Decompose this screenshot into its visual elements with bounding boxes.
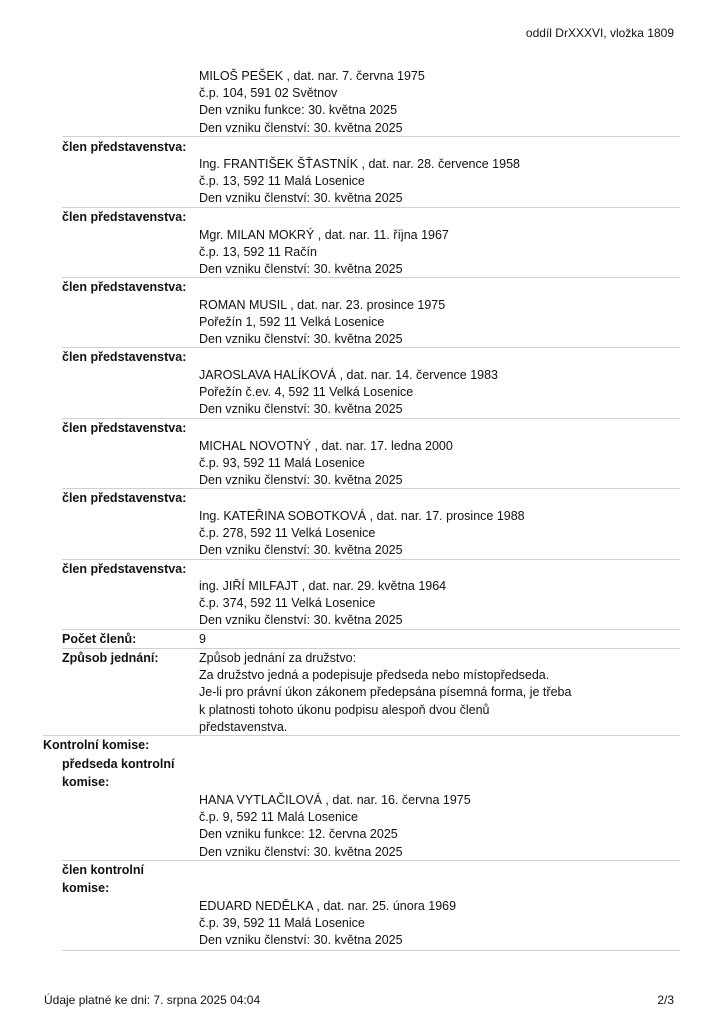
person-address: č.p. 39, 592 11 Malá Losenice xyxy=(199,916,365,931)
person-entry xyxy=(199,156,520,208)
person-entry xyxy=(199,438,453,490)
person-entry xyxy=(199,898,456,950)
member-count-value: 9 xyxy=(199,632,206,646)
person-address: Pořežín č.ev. 4, 592 11 Velká Losenice xyxy=(199,385,414,400)
row-divider xyxy=(62,860,680,861)
acting-method-line: Je-li pro právní úkon zákonem předepsána písemná forma, je třeba xyxy=(199,685,572,700)
membership-start-date: Den vzniku členství: 30. května 2025 xyxy=(199,473,403,488)
member-count-label: Počet členů: xyxy=(62,632,137,646)
section-reference: oddíl DrXXXVI, vložka 1809 xyxy=(525,26,674,40)
membership-start-date: Den vzniku členství: 30. května 2025 xyxy=(199,262,403,277)
person-name-line: JAROSLAVA HALÍKOVÁ , dat. nar. 14. července 1983 xyxy=(199,368,499,382)
board-member-label: člen představenstva: xyxy=(62,562,187,576)
board-member-label: člen představenstva: xyxy=(62,280,187,294)
board-member-label: člen představenstva: xyxy=(62,210,187,224)
row-divider xyxy=(62,950,680,951)
membership-start-date: Den vzniku členství: 30. května 2025 xyxy=(199,844,403,859)
membership-start-date: Den vzniku členství: 30. května 2025 xyxy=(199,332,403,347)
person-name-line: MILOŠ PEŠEK , dat. nar. 7. června 1975 xyxy=(199,69,425,83)
person-name-line: Ing. FRANTIŠEK ŠŤASTNÍK , dat. nar. 28. července 1958 xyxy=(199,157,520,171)
person-address: č.p. 278, 592 11 Velká Losenice xyxy=(199,526,376,541)
board-member-label: člen představenstva: xyxy=(62,421,187,435)
acting-method-line: Za družstvo jedná a podepisuje předseda nebo místopředseda. xyxy=(199,668,550,683)
committee-member-label-line: komise: xyxy=(62,881,110,895)
committee-chair-label-line: předseda kontrolní xyxy=(62,757,175,771)
person-entry xyxy=(199,68,425,137)
acting-method-label: Způsob jednání: xyxy=(62,651,159,665)
membership-start-date: Den vzniku členství: 30. května 2025 xyxy=(199,120,403,135)
membership-start-date: Den vzniku členství: 30. května 2025 xyxy=(199,933,403,948)
person-address: č.p. 13, 592 11 Račín xyxy=(199,245,317,260)
membership-start-date: Den vzniku členství: 30. května 2025 xyxy=(199,543,403,558)
row-divider xyxy=(62,136,680,137)
valid-as-of: Údaje platné ke dni: 7. srpna 2025 04:04 xyxy=(44,993,261,1007)
committee-member-label-line: člen kontrolní xyxy=(62,863,144,877)
board-member-label: člen představenstva: xyxy=(62,491,187,505)
person-name-line: HANA VYTLAČILOVÁ , dat. nar. 16. června 1975 xyxy=(199,793,471,807)
board-member-label: člen představenstva: xyxy=(62,350,187,364)
row-divider xyxy=(62,629,680,630)
acting-method-text xyxy=(199,650,571,736)
committee-chair-label xyxy=(62,755,175,791)
person-entry xyxy=(199,578,446,630)
person-address: č.p. 9, 592 11 Malá Losenice xyxy=(199,810,358,825)
function-start-date: Den vzniku funkce: 30. května 2025 xyxy=(199,103,398,118)
person-entry xyxy=(199,367,498,419)
person-name-line: MICHAL NOVOTNÝ , dat. nar. 17. ledna 2000 xyxy=(199,439,453,453)
person-address: č.p. 13, 592 11 Malá Losenice xyxy=(199,174,365,189)
membership-start-date: Den vzniku členství: 30. května 2025 xyxy=(199,402,403,417)
function-start-date: Den vzniku funkce: 12. června 2025 xyxy=(199,827,398,842)
acting-method-line: představenstva. xyxy=(199,719,288,734)
person-address: č.p. 374, 592 11 Velká Losenice xyxy=(199,596,376,611)
board-member-label: člen představenstva: xyxy=(62,140,187,154)
person-name-line: EDUARD NEDĚLKA , dat. nar. 25. února 1969 xyxy=(199,899,457,913)
person-name-line: Mgr. MILAN MOKRÝ , dat. nar. 11. října 1967 xyxy=(199,228,449,242)
person-address: č.p. 104, 591 02 Světnov xyxy=(199,86,338,101)
person-name-line: ing. JIŘÍ MILFAJT , dat. nar. 29. května 1964 xyxy=(199,579,447,593)
person-entry xyxy=(199,227,449,279)
acting-method-line: k platnosti tohoto úkonu podpisu alespoň dvou členů xyxy=(199,702,490,717)
person-entry xyxy=(199,792,471,861)
person-address: Pořežín 1, 592 11 Velká Losenice xyxy=(199,315,385,330)
person-name-line: Ing. KATEŘINA SOBOTKOVÁ , dat. nar. 17. prosince 1988 xyxy=(199,509,525,523)
committee-chair-label-line: komise: xyxy=(62,775,110,789)
acting-method-line: Způsob jednání za družstvo: xyxy=(199,651,357,665)
page-number: 2/3 xyxy=(657,993,674,1007)
person-entry xyxy=(199,297,445,349)
person-address: č.p. 93, 592 11 Malá Losenice xyxy=(199,456,365,471)
membership-start-date: Den vzniku členství: 30. května 2025 xyxy=(199,191,403,206)
membership-start-date: Den vzniku členství: 30. května 2025 xyxy=(199,613,403,628)
person-entry xyxy=(199,508,525,560)
person-name-line: ROMAN MUSIL , dat. nar. 23. prosince 1975 xyxy=(199,298,446,312)
committee-member-label xyxy=(62,861,144,897)
control-committee-heading: Kontrolní komise: xyxy=(43,738,150,752)
